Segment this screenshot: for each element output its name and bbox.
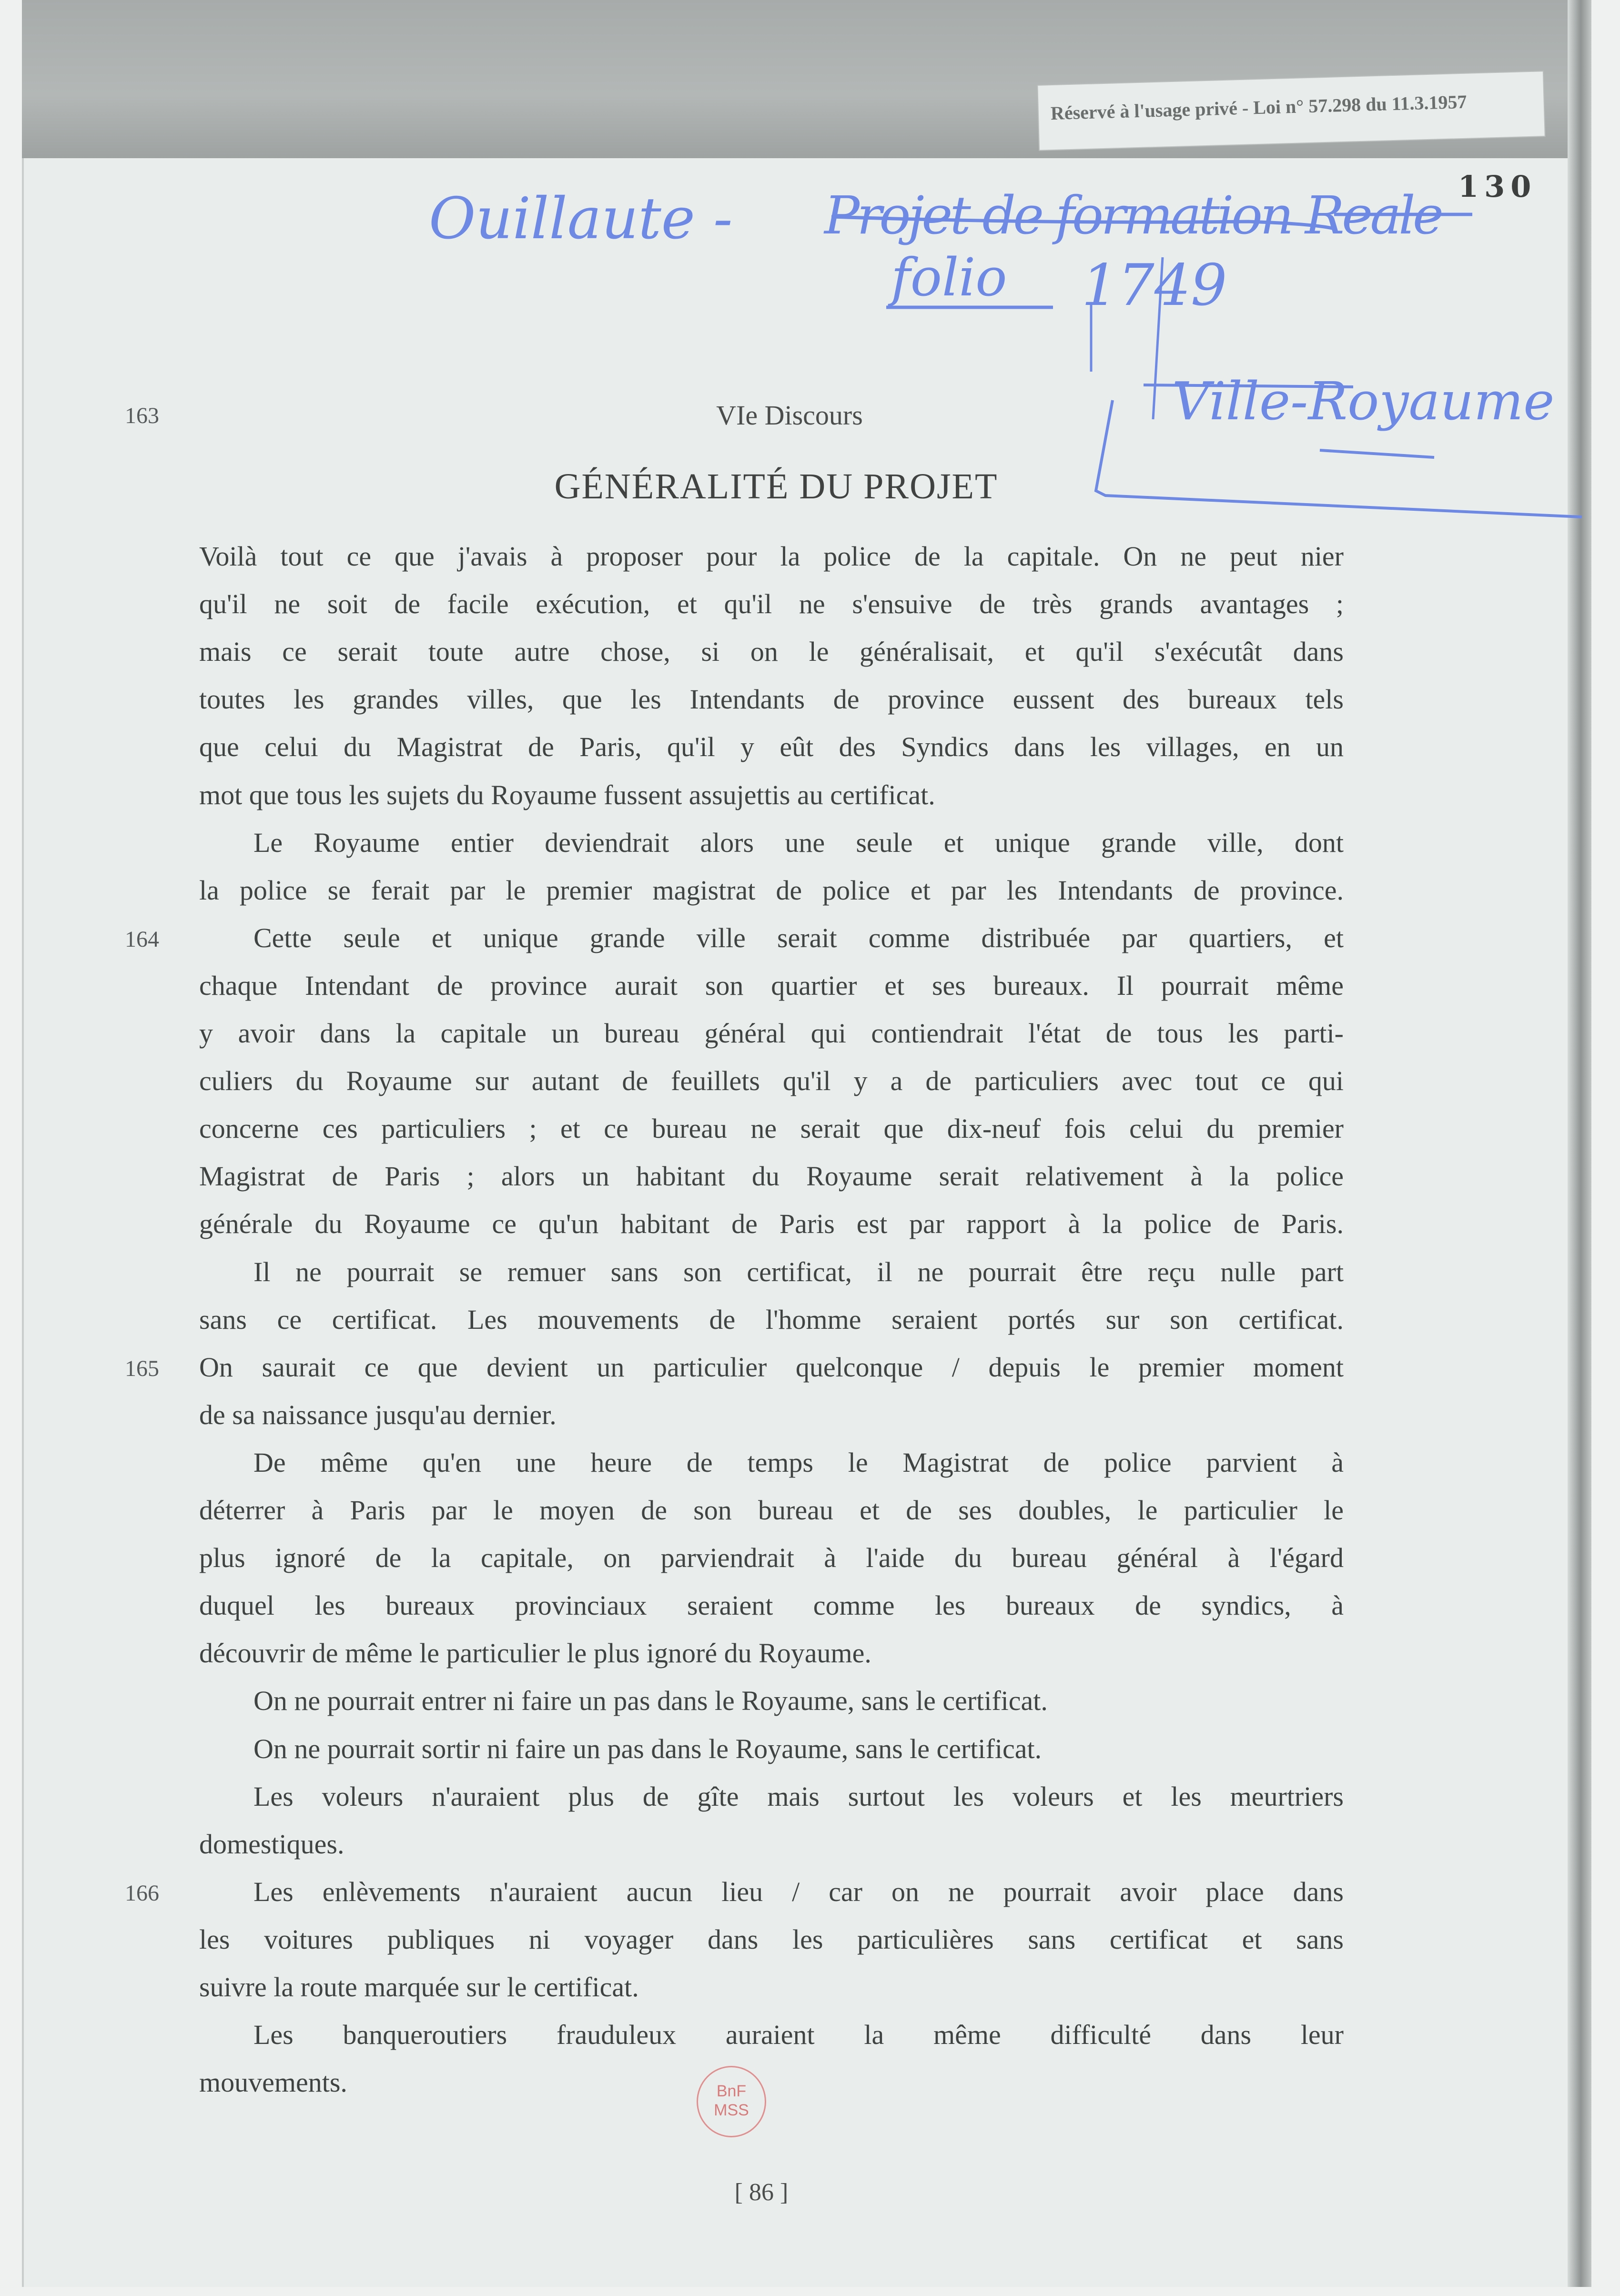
text-line: chaque Intendant de province aurait son quartier et ses bureaux. Il pourrait même — [199, 970, 1344, 1001]
text-line: que celui du Magistrat de Paris, qu'il y eût des Syndics dans les villages, en un — [199, 731, 1344, 763]
underline-stroke — [1320, 450, 1434, 457]
text-line: déterrer à Paris par le moyen de son bureau et de ses doubles, le particulier le — [199, 1495, 1344, 1526]
text-line: De même qu'en une heure de temps le Magistrat de police parvient à — [253, 1446, 1344, 1478]
text-line: On saurait ce que devient un particulier quelconque / depuis le premier moment — [199, 1351, 1344, 1383]
text-line: la police se ferait par le premier magistrat de police et par les Intendants de province. — [199, 874, 1344, 906]
text-line: mot que tous les sujets du Royaume fussent assujettis au certificat. — [199, 779, 935, 810]
text-line: Les enlèvements n'auraient aucun lieu / car on ne pourrait avoir place dans — [253, 1876, 1344, 1907]
stamp-line: BnF — [716, 2082, 747, 2100]
margin-number: 163 — [125, 403, 159, 428]
section-heading: VIe Discours — [716, 400, 863, 431]
handwritten-year: 1749 — [1082, 253, 1227, 319]
text-line: mais ce serait toute autre chose, si on le généralisait, et qu'il s'exécutât dans — [199, 636, 1344, 668]
text-line: sans ce certificat. Les mouvements de l'homme seraient portés sur son certificat. — [199, 1304, 1344, 1335]
text-line: Les voleurs n'auraient plus de gîte mais surtout les voleurs et les meurtriers — [253, 1780, 1344, 1812]
text-line: Le Royaume entier deviendrait alors une seule et unique grande ville, dont — [253, 827, 1344, 858]
text-line: Voilà tout ce que j'avais à proposer pour la police de la capitale. On ne peut nier — [199, 541, 1344, 572]
text-line: plus ignoré de la capitale, on parviendrait à l'aide du bureau général à l'égard — [199, 1542, 1344, 1574]
page-number: [ 86 ] — [734, 2179, 789, 2206]
text-line: mouvements. — [199, 2067, 347, 2098]
margin-number: 165 — [125, 1355, 159, 1381]
text-line: y avoir dans la capitale un bureau général qui contiendrait l'état de tous les parti- — [199, 1018, 1344, 1049]
usage-restriction-text: Réservé à l'usage privé - Loi n° 57.298 du 11.3.1957 — [1050, 91, 1468, 124]
stamp-line: MSS — [714, 2101, 749, 2119]
text-line: culiers du Royaume sur autant de feuillets qu'il y a de particuliers avec tout ce qui — [199, 1065, 1344, 1097]
text-line: toutes les grandes villes, que les Intendants de province eussent des bureaux tels — [199, 684, 1344, 715]
text-line: suivre la route marquée sur le certificat. — [199, 1972, 639, 2003]
text-line: découvrir de même le particulier le plus ignoré du Royaume. — [199, 1638, 871, 1669]
text-line: On ne pourrait sortir ni faire un pas dans le Royaume, sans le certificat. — [253, 1733, 1042, 1764]
text-line: concerne ces particuliers ; et ce bureau ne serait que dix-neuf fois celui du premier — [199, 1113, 1344, 1144]
margin-number: 166 — [125, 1880, 159, 1906]
text-line: générale du Royaume ce qu'un habitant de Paris est par rapport à la police de Paris. — [199, 1208, 1344, 1240]
text-line: qu'il ne soit de facile exécution, et qu'il ne s'ensuive de très grands avantages ; — [199, 588, 1344, 620]
handwritten-project: Projet de formation Reale — [824, 185, 1444, 246]
text-line: Les banqueroutiers frauduleux auraient la même difficulté dans leur — [253, 2019, 1344, 2051]
text-line: On ne pourrait entrer ni faire un pas dans le Royaume, sans le certificat. — [253, 1685, 1048, 1717]
text-line: Il ne pourrait se remuer sans son certificat, il ne pourrait être reçu nulle part — [253, 1256, 1344, 1287]
handwritten-ville-royaume: Ville-Royaume — [1172, 371, 1555, 432]
margin-number: 164 — [125, 926, 159, 952]
handwritten-folio: folio — [891, 247, 1007, 308]
text-line: de sa naissance jusqu'au dernier. — [199, 1399, 557, 1430]
text-line: duquel les bureaux provinciaux seraient comme les bureaux de syndics, à — [199, 1590, 1344, 1621]
bnf-library-stamp — [697, 2066, 766, 2137]
handwritten-author: Ouillaute - — [429, 186, 733, 252]
folio-number: 130 — [1458, 169, 1537, 204]
text-line: domestiques. — [199, 1828, 344, 1860]
text-line: les voitures publiques ni voyager dans les particulières sans certificat et sans — [199, 1923, 1344, 1955]
text-line: Magistrat de Paris ; alors un habitant du Royaume serait relativement à la police — [199, 1161, 1344, 1192]
text-line: Cette seule et unique grande ville serait comme distribuée par quartiers, et — [253, 922, 1344, 953]
page-title: GÉNÉRALITÉ DU PROJET — [554, 466, 998, 506]
